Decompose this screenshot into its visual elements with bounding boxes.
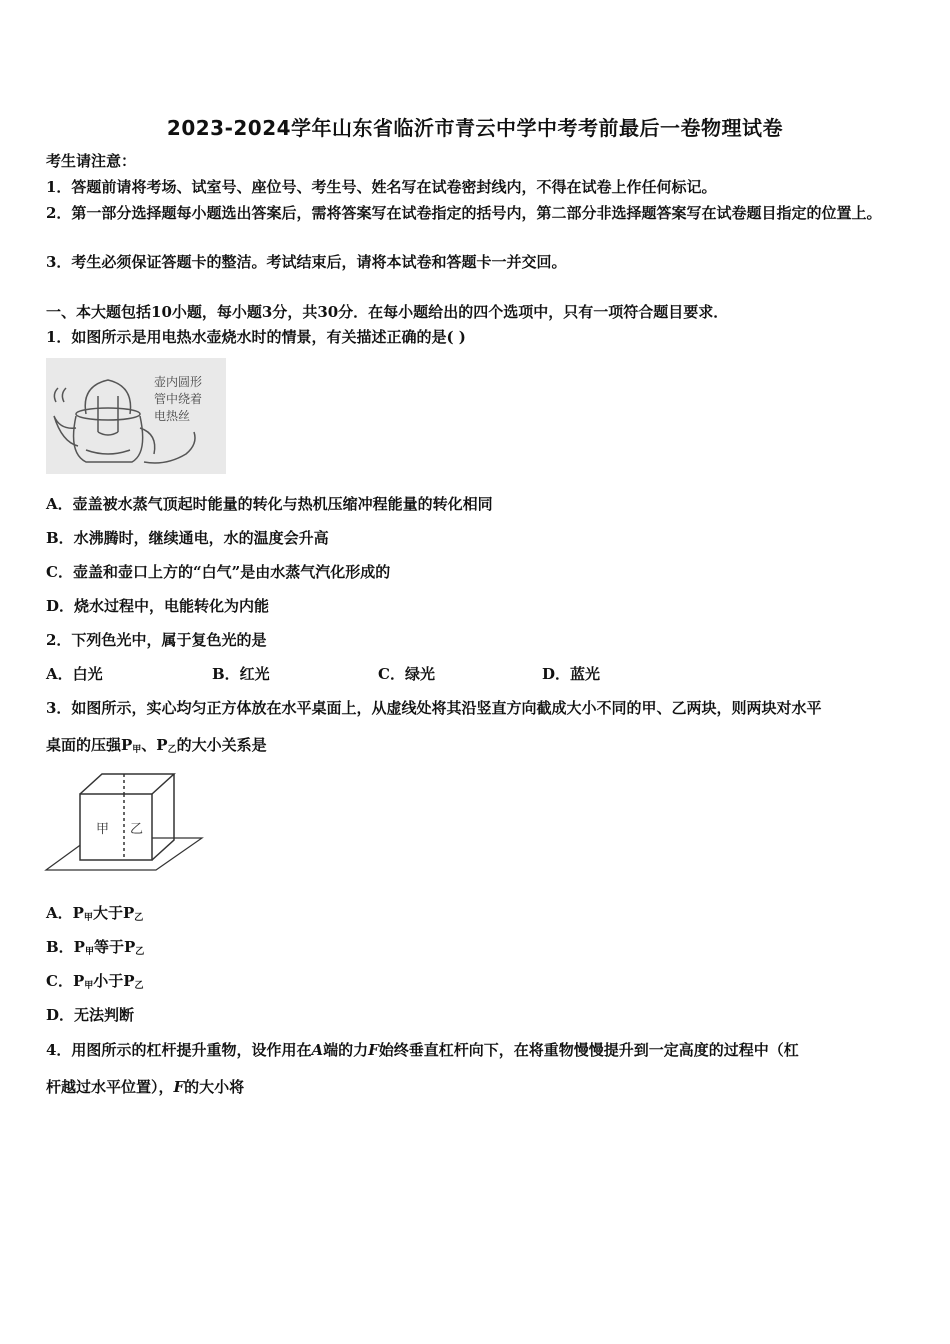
subscript-yi: 乙 <box>134 981 144 991</box>
q1-option-a: A．壶盖被水蒸气顶起时能量的转化与热机压缩冲程能量的转化相同 <box>46 495 493 513</box>
subscript-yi: 乙 <box>135 947 145 957</box>
q4-text-d: 杆越过水平位置）， <box>46 1078 174 1096</box>
q3-a-pre: A．P <box>46 904 84 922</box>
q2-option-c: C．绿光 <box>378 665 435 683</box>
q3-c-pre: C．P <box>46 972 85 990</box>
q3-option-b <box>46 936 908 963</box>
subscript-jia: 甲 <box>132 745 142 755</box>
q2-option-b: B．红光 <box>212 665 270 683</box>
q3-b-mid: 等于P <box>93 938 136 956</box>
q1-option-d: D．烧水过程中，电能转化为内能 <box>46 597 270 615</box>
cube-label-jia: 甲 <box>96 822 110 837</box>
subscript-jia: 甲 <box>84 947 94 957</box>
question-4-stem-line1 <box>46 1039 908 1061</box>
cube-label-yi: 乙 <box>130 822 144 837</box>
notice-item-2: 2．第一部分选择题每小题选出答案后，需将答案写在试卷指定的括号内，第二部分非选择题答案写在试卷题目指定的位置上。 <box>46 204 882 222</box>
q4-text-a: 4．用图所示的杠杆提升重物，设作用在 <box>46 1041 312 1059</box>
q1-option-c: C．壶盖和壶口上方的“白气”是由水蒸气汽化形成的 <box>46 563 391 581</box>
q3-stem-text: 桌面的压强P <box>46 736 133 754</box>
q4-text-b: 端的力 <box>323 1041 369 1059</box>
subscript-jia: 甲 <box>84 981 94 991</box>
q3-c-mid: 小于P <box>93 972 135 990</box>
notice-item-3: 3．考生必须保证答题卡的整洁。考试结束后，请将本试卷和答题卡一并交回。 <box>46 253 567 271</box>
q3-option-a <box>46 902 908 929</box>
kettle-label-1: 壶内圆形 <box>154 375 203 389</box>
q4-var-f: F <box>368 1041 379 1059</box>
q4-text-e: 的大小将 <box>184 1078 245 1096</box>
subscript-yi: 乙 <box>167 745 177 755</box>
kettle-label-2: 管中绕着 <box>154 392 203 406</box>
notice-item-1: 1．答题前请将考场、试室号、座位号、考生号、姓名写在试卷密封线内，不得在试卷上作任何标记。 <box>46 178 717 196</box>
q3-option-d: D．无法判断 <box>46 1006 135 1024</box>
question-4-stem-line2 <box>46 1076 908 1098</box>
subscript-yi: 乙 <box>134 913 144 923</box>
question-3-stem-line2 <box>46 734 908 761</box>
q4-var-a: A <box>311 1041 324 1059</box>
q3-b-pre: B．P <box>46 938 85 956</box>
q3-option-c <box>46 970 908 997</box>
q2-option-a: A．白光 <box>46 665 103 683</box>
kettle-label-3: 电热丝 <box>154 409 191 423</box>
q3-stem-sep: 、P <box>141 736 168 754</box>
subscript-jia: 甲 <box>83 913 93 923</box>
q1-option-b: B．水沸腾时，继续通电，水的温度会升高 <box>46 529 329 547</box>
q2-option-d: D．蓝光 <box>542 665 601 683</box>
section-heading: 一、本大题包括10小题，每小题3分，共30分．在每小题给出的四个选项中，只有一项符合题目要求． <box>46 303 729 321</box>
q4-var-f: F <box>173 1078 185 1096</box>
question-3-stem-line1: 3．如图所示，实心均匀正方体放在水平桌面上，从虚线处将其沿竖直方向截成大小不同的甲、乙两块，则两块对水平 <box>46 699 822 717</box>
notice-heading: 考生请注意： <box>46 152 137 170</box>
question-2-stem: 2．下列色光中，属于复色光的是 <box>46 631 267 649</box>
q4-text-c: 始终垂直杠杆向下，在将重物慢慢提升到一定高度的过程中（杠 <box>378 1041 799 1059</box>
cube-figure <box>44 768 204 872</box>
question-1-stem: 1．如图所示是用电热水壶烧水时的情景，有关描述正确的是( ) <box>46 328 466 346</box>
q3-a-mid: 大于P <box>92 904 135 922</box>
kettle-figure <box>46 358 226 474</box>
q3-stem-end: 的大小关系是 <box>176 736 267 754</box>
exam-title: 2023-2024学年山东省临沂市青云中学中考考前最后一卷物理试卷 <box>166 116 784 140</box>
